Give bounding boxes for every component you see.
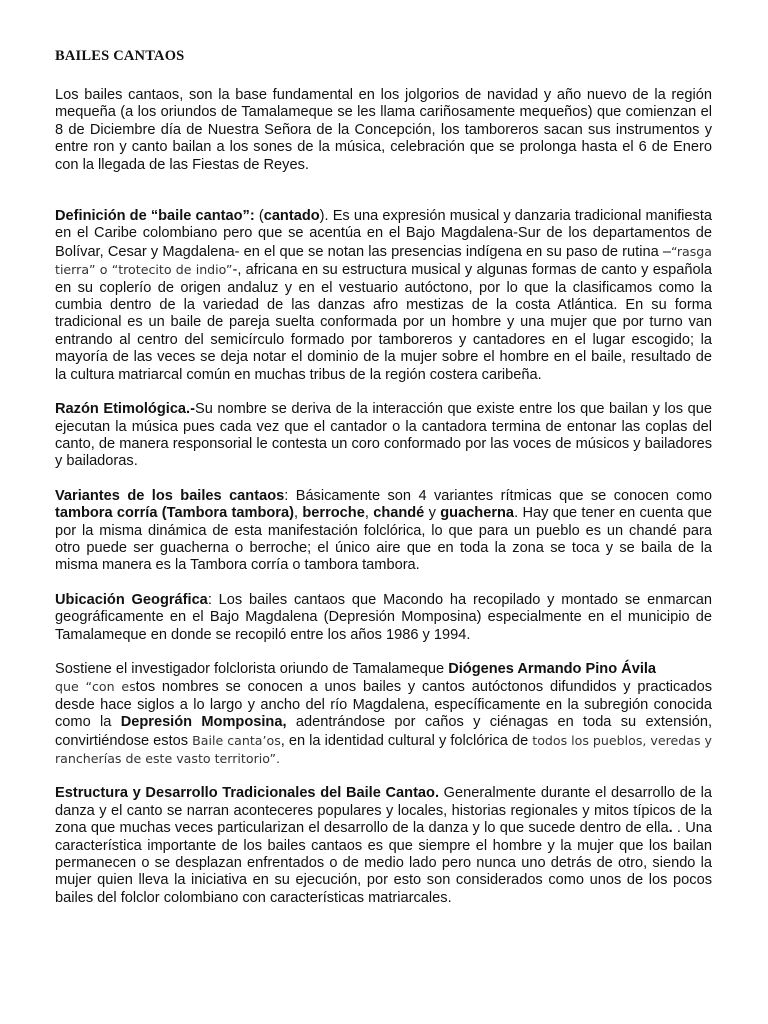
researcher-name: Diógenes Armando Pino Ávila bbox=[448, 660, 657, 677]
document-title: BAILES CANTAOS bbox=[55, 48, 185, 64]
etymology-paragraph: Razón Etimológica.-Su nombre se deriva de la interacción que existe entre los que bailan y los que ejecutan la música pues cada vez que el cantador o la cantadora termina de entonar las coplas del canto, de manera responsorial le contesta un coro conformado por las voces de músicos y bailadores y bailadoras. bbox=[55, 401, 712, 470]
definition-paragraph: Definición de “baile cantao”: (cantado). Es una expresión musical y danzaria tradicional manifiesta en el Caribe colombiano pero que se acentúa en el Bajo Magdalena-Sur de los departamentos de Bolívar, Cesar y Magdalena- en el que se notan las presencias indígena en su paso de rutina –“rasga tierra” o “trotecito de indio”-, africana en su estructura musical y algunas formas de canto y española en su coplerío de origen andaluz y en el vestuario autóctono, por lo que la clasificamos como la cumbia dentro de la variedad de las danzas afro mestizas de la costa Atlántica. En su forma tradicional es un baile de pareja suelta conformada por un hombre y una mujer que por turno van entrando al centro del semicírculo formado por tamboreros y cantadores en el lugar escogido; la mayoría de las veces se deja notar el dominio de la mujer sobre el hombre en el baile, resultado de la cultura matriarcal común en muchas tribus de la región costera caribeña. bbox=[55, 208, 713, 383]
variants-heading: Variantes de los bailes cantaos bbox=[55, 487, 285, 504]
intro-paragraph: Los bailes cantaos, son la base fundamental en los jolgorios de navidad y año nuevo de la región mequeña (a los oriundos de Tamalameque se les llama cariñosamente mequeños) que comienzan el 8 de Diciembre día de Nuestra Señora de la Concepción, los tamboreros sacan sus instrumentos y entre ron y canto bailan a los sones de la música, celebración que se prolonga hasta el 6 de Enero con la llegada de las Fiestas de Reyes. bbox=[55, 87, 712, 173]
researcher-paragraph: Sostiene el investigador folclorista oriundo de Tamalameque Diógenes Armando Pino Ávila que “con estos nombres se conocen a unos bailes y cantos autóctonos difundidos y practicados desde hace siglos a lo largo y ancho del río Magdalena, específicamente en la subregión conocida como la Depresión Momposina, adentrándose por caños y ciénagas en toda su extensión, convirtiéndose estos Baile canta’os, en la identidad cultural y folclórica de todos los pueblos, veredas y rancherías de este vasto territorio”. bbox=[55, 660, 713, 766]
definition-heading: Definición de “baile cantao”: bbox=[55, 208, 255, 225]
location-heading: Ubicación Geográfica bbox=[55, 591, 208, 608]
variants-paragraph: Variantes de los bailes cantaos: Básicamente son 4 variantes rítmicas que se conocen como tambora corría (Tambora tambora), berroche, chandé y guacherna. Hay que tener en cuenta que por la misma dinámica de esta manifestación folclórica, lo que para un pueblo es un chandé para otro puede ser guacherna o berroche; el único aire que en toda la zona se toca y se baila de la misma manera es la Tambora corría o tambora tambora. bbox=[55, 487, 713, 574]
definition-quote: “rasga tierra” o “trotecito de indio” bbox=[55, 243, 712, 278]
location-paragraph: Ubicación Geográfica: Los bailes cantaos que Macondo ha recopilado y montado se enmarcan geográficamente en el Bajo Magdalena (Depresión Momposina) especialmente en el municipio de Tamalameque en donde se recopiló entre los años 1986 y 1994. bbox=[55, 591, 712, 643]
etymology-heading: Razón Etimológica.- bbox=[55, 401, 195, 418]
region-name: Depresión Momposina, bbox=[120, 714, 287, 731]
structure-heading: Estructura y Desarrollo Tradicionales del Baile Cantao. bbox=[55, 785, 440, 802]
structure-paragraph: Estructura y Desarrollo Tradicionales del Baile Cantao. Generalmente durante el desarrollo de la danza y el canto se narran aconteceres populares y locales, historias regionales y mitos típicos de la zona que muchas veces particularizan el desarrollo de la danza y lo que sucede dentro de ella. . Una característica importante de los bailes cantaos es que siempre el hombre y la mujer que los bailan permanecen o se desplazan enfrentados o de medio lado pero nunca uno detrás de otro, siendo la mujer quien lleva la iniciativa en su ejecución, por esto son considerados como unos de los pocos bailes del folclor colombiano con características matriarcales. bbox=[55, 785, 712, 906]
definition-term: cantado bbox=[263, 208, 320, 225]
